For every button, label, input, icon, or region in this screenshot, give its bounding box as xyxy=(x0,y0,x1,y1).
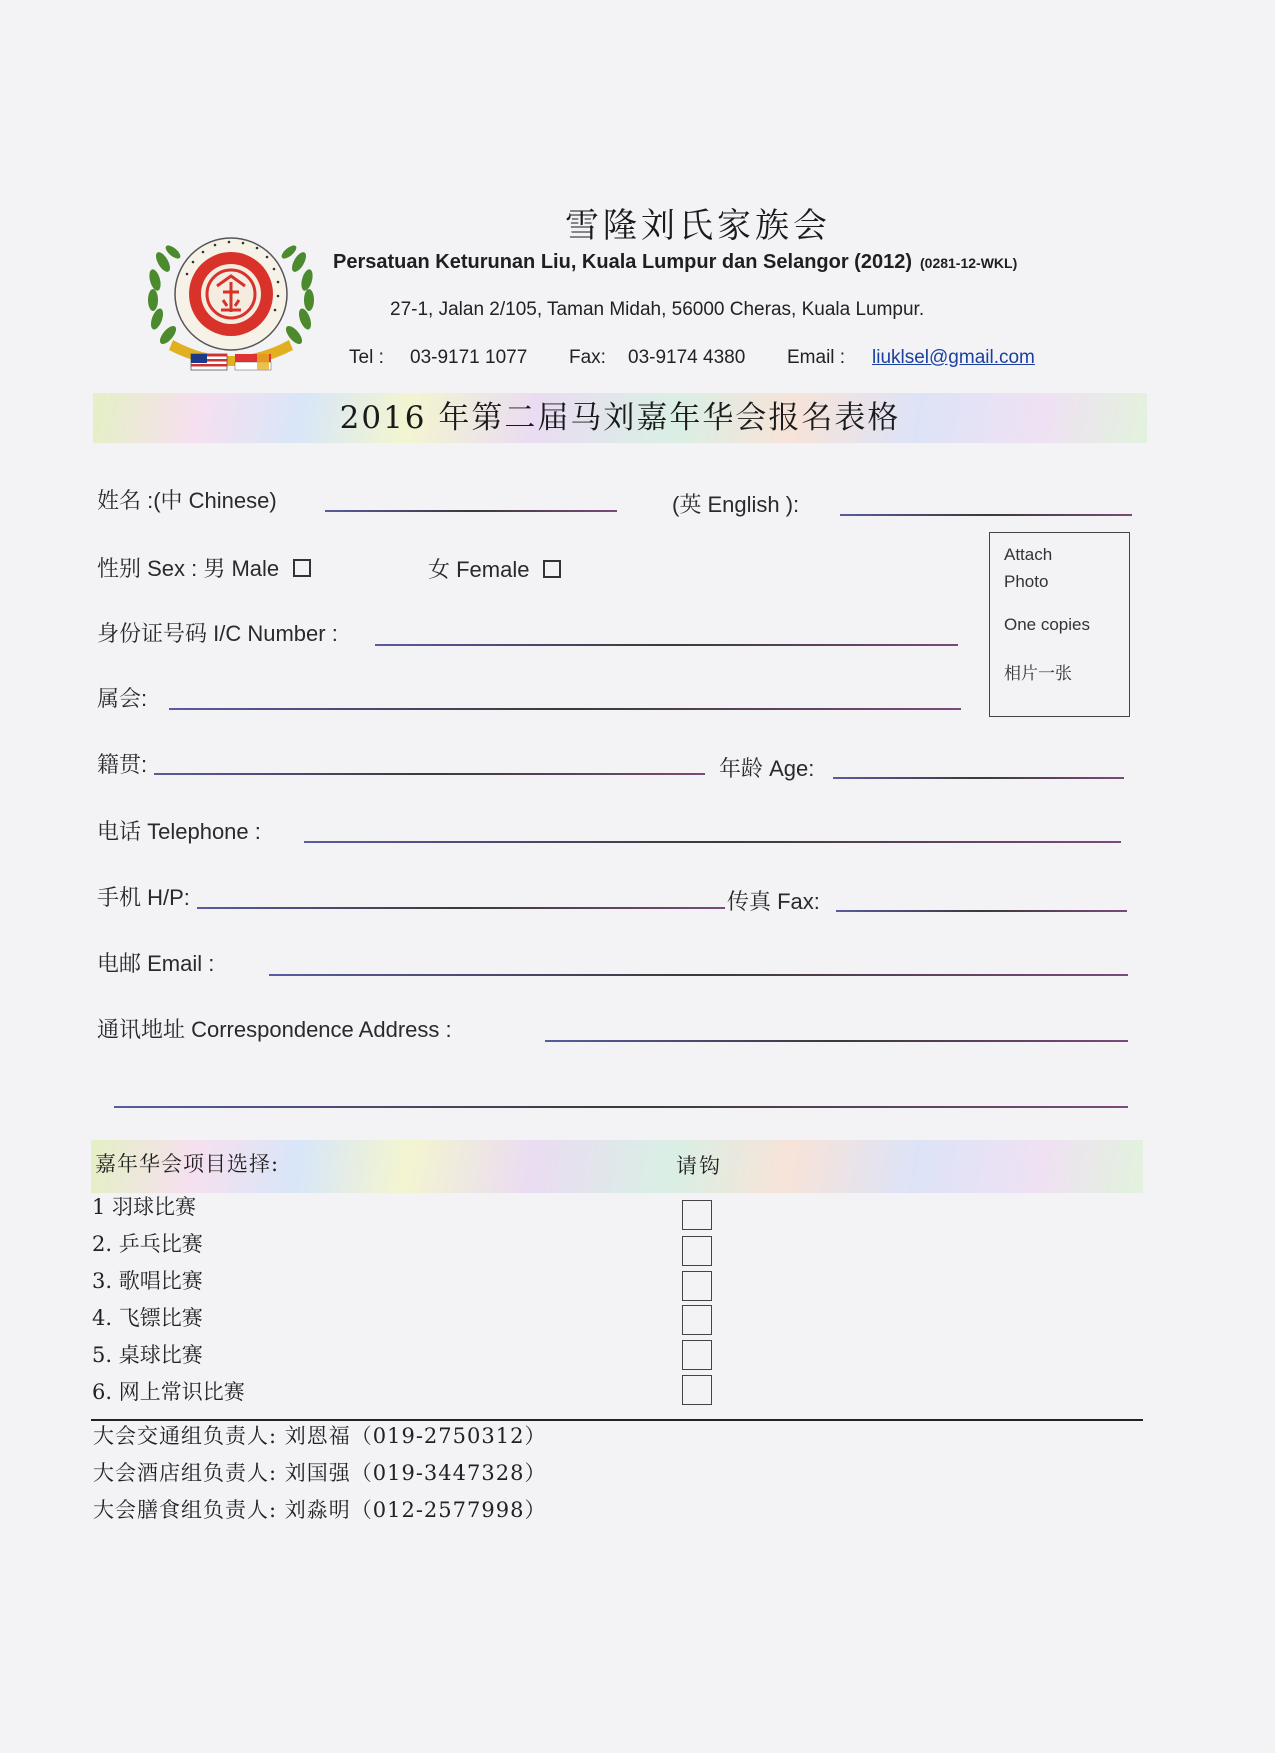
fax-label: Fax: xyxy=(569,347,606,368)
fax-field-label: 传真 Fax: xyxy=(727,889,820,914)
org-name-english xyxy=(333,251,1017,274)
fax-number: 03-9174 4380 xyxy=(628,347,746,368)
email-link[interactable]: liuklsel@gmail.com xyxy=(872,347,1035,368)
age-label: 年龄 Age: xyxy=(719,756,815,781)
email-field-label: 电邮 Email : xyxy=(97,951,215,976)
sex-female-option xyxy=(428,553,561,584)
sex-male-option xyxy=(97,552,311,583)
origin-field[interactable] xyxy=(154,773,705,775)
address-field-line-2[interactable] xyxy=(114,1106,1128,1108)
name-chinese-label: 姓名 :(中 Chinese) xyxy=(97,488,277,513)
form-title-band xyxy=(93,393,1147,443)
org-address: 27-1, Jalan 2/105, Taman Midah, 56000 Cheras, Kuala Lumpur. xyxy=(390,299,925,320)
name-english-label: (英 English ): xyxy=(672,492,800,517)
org-registration-number: (0281-12-WKL) xyxy=(920,255,1018,271)
ic-number-field[interactable] xyxy=(375,644,958,646)
photo-copies-text: One copies xyxy=(1004,615,1090,634)
origin-label: 籍贯: xyxy=(97,752,148,777)
form-title: 2016 年第二届马刘嘉年华会报名表格 xyxy=(339,400,901,436)
event-checkbox-online-quiz[interactable] xyxy=(682,1375,712,1405)
event-checkbox-badminton[interactable] xyxy=(682,1200,712,1230)
tel-number: 03-9171 1077 xyxy=(410,347,528,368)
male-checkbox[interactable] xyxy=(293,559,311,577)
events-header-band xyxy=(91,1140,1143,1193)
photo-photo-text: Photo xyxy=(1004,572,1049,591)
event-checkbox-pingpong[interactable] xyxy=(682,1236,712,1266)
tick-column-heading: 请钩 xyxy=(676,1154,722,1178)
telephone-label: 电话 Telephone : xyxy=(97,819,261,844)
sex-male-label: 性别 Sex : 男 Male xyxy=(97,556,280,581)
org-name-english-text: Persatuan Keturunan Liu, Kuala Lumpur dan Selangor (2012) xyxy=(333,251,912,273)
tel-label: Tel : xyxy=(349,347,384,368)
age-field[interactable] xyxy=(833,777,1124,779)
event-checkbox-billiards[interactable] xyxy=(682,1340,712,1370)
photo-attach-text: Attach xyxy=(1004,545,1053,564)
fax-field[interactable] xyxy=(836,910,1127,912)
name-english-field[interactable] xyxy=(840,514,1132,516)
events-selection-heading: 嘉年华会项目选择: xyxy=(95,1152,280,1176)
female-checkbox[interactable] xyxy=(543,560,561,578)
name-chinese-field[interactable] xyxy=(325,510,617,512)
event-item: 2. 乒乓比赛 xyxy=(92,1232,203,1256)
photo-chinese-text: 相片一张 xyxy=(1004,664,1072,683)
sex-female-label: 女 Female xyxy=(428,557,530,582)
email-label: Email : xyxy=(787,347,846,368)
org-name-chinese: 雪隆刘氏家族会 xyxy=(565,206,831,246)
event-item: 4. 飞镖比赛 xyxy=(92,1306,203,1330)
ic-number-label: 身份证号码 I/C Number : xyxy=(97,621,338,646)
event-checkbox-darts[interactable] xyxy=(682,1305,712,1335)
event-item: 3. 歌唱比赛 xyxy=(92,1269,203,1293)
event-item: 1 羽球比赛 xyxy=(92,1195,197,1219)
handphone-field[interactable] xyxy=(197,907,725,909)
address-label: 通讯地址 Correspondence Address : xyxy=(97,1017,452,1042)
event-checkbox-singing[interactable] xyxy=(682,1271,712,1301)
email-field[interactable] xyxy=(269,974,1128,976)
telephone-field[interactable] xyxy=(304,841,1121,843)
branch-label: 属会: xyxy=(97,686,148,711)
handphone-label: 手机 H/P: xyxy=(97,885,190,910)
contact-hotel: 大会酒店组负责人: 刘国强（019-3447328） xyxy=(93,1461,547,1485)
event-item: 6. 网上常识比赛 xyxy=(92,1380,245,1404)
branch-field[interactable] xyxy=(169,708,961,710)
address-field-line-1[interactable] xyxy=(545,1040,1128,1042)
attach-photo-box[interactable] xyxy=(989,532,1130,717)
association-logo-icon xyxy=(143,222,319,374)
contact-catering: 大会膳食组负责人: 刘淼明（012-2577998） xyxy=(93,1498,547,1522)
event-item: 5. 桌球比赛 xyxy=(92,1343,203,1367)
contact-transport: 大会交通组负责人: 刘恩福（019-2750312） xyxy=(93,1424,547,1448)
